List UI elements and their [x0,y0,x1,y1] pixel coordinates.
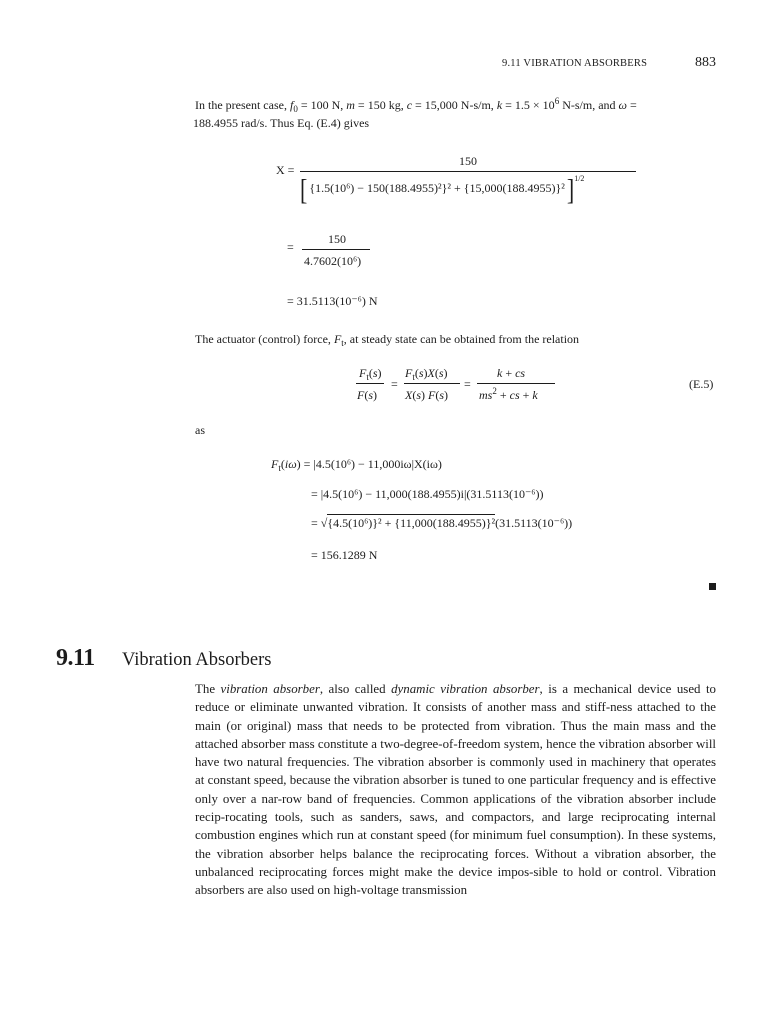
eq-x-step2-equals: = [287,240,294,254]
section-title: Vibration Absorbers [122,650,272,670]
eq-ft-line-4: = 156.1289 N [311,548,378,562]
eq-e5-bar-2 [404,383,460,384]
eq-x-step2-denominator: 4.7602(10⁶) [304,254,362,268]
actuator-sentence: The actuator (control) force, $F_t$, at steady state can be obtained from the relation [195,332,580,348]
running-header [502,55,716,73]
eq-ft-line-2: = |4.5(10⁶) − 11,000(188.4955)i|(31.5113(10⁻⁶)) [311,487,544,501]
as-word: as [195,423,205,437]
page-number: 883 [695,55,716,70]
intro-paragraph [195,98,717,130]
eq-e5-bar-3 [477,383,555,384]
eq-e5-label: (E.5) [689,377,714,391]
end-of-example-square [709,583,716,590]
eq-x-step2-bar [302,249,370,250]
running-header-section: 9.11 VIBRATION ABSORBERS [502,58,648,69]
eq-x-step3: = 31.5113(10⁻⁶) N [287,294,378,308]
eq-e5: $F_t(s)$ F(s) = $F_t(s)X(s)$ X(s) F(s) = k + cs $ms^2$ + cs + k [357,366,538,402]
eq-x-denominator: [ {1.5(10⁶) − 150(188.4955)²}² + {15,000(188.4955)}²]$^{1/2}$ [300,172,585,207]
section-number: 9.11 [56,645,95,671]
eq-x-numerator: 150 [459,154,477,168]
eq-ft-line-1: $F_t(i\omega) = |4.5(10^6) - 11,000i\omega|X(i\omega)$ [271,457,442,473]
intro-line-2: 188.4955 rad/s. Thus Eq. (E.4) gives [193,116,370,130]
eq-x-lhs: X = [276,163,295,177]
eq-e5-bar-1 [356,383,384,384]
section-body-paragraph: The vibration absorber, also called dynamic vibration absorber, is a mechanical device used to reduce or eliminate unwanted vibration. It consists of another mass and stiff-ness attached to the main (or original) mass that needs to be protected from vibration. Thus the main mass and the attached absorber mass constitute a two-degree-of-freedom system, hence the vibration absorber will have two natural frequencies. The vibration absorber is commonly used in machinery that operates at constant speed, because the vibration absorber is tuned to one particular frequency and is effective only over a nar-row band of frequencies. Common applications of the vibration absorber include recip-rocating tools, such as sanders, saws, and compactors, and large reciprocating internal combustion engines which run at constant speed (for minimum fuel consumption). In these systems, the vibration absorber helps balance the reciprocating forces. Without a vibration absorber, the unbalanced reciprocating forces might make the device impos-sible to hold or control. Vibration absorbers are also used on high-voltage transmission [195,682,716,898]
eq-x-fraction-bar [300,171,636,172]
eq-ft-line-3: = √{4.5(10⁶)}² + {11,000(188.4955)}²(31.5113(10⁻⁶)) [311,516,573,530]
eq-x-step2-numerator: 150 [328,232,346,246]
intro-line-1: In the present case, $f_0 = 100$ N, m = 150 kg, c = 15,000 N-s/m, $k = 1.5 \times 10^6$ N-s/m, and ω = [195,96,637,114]
